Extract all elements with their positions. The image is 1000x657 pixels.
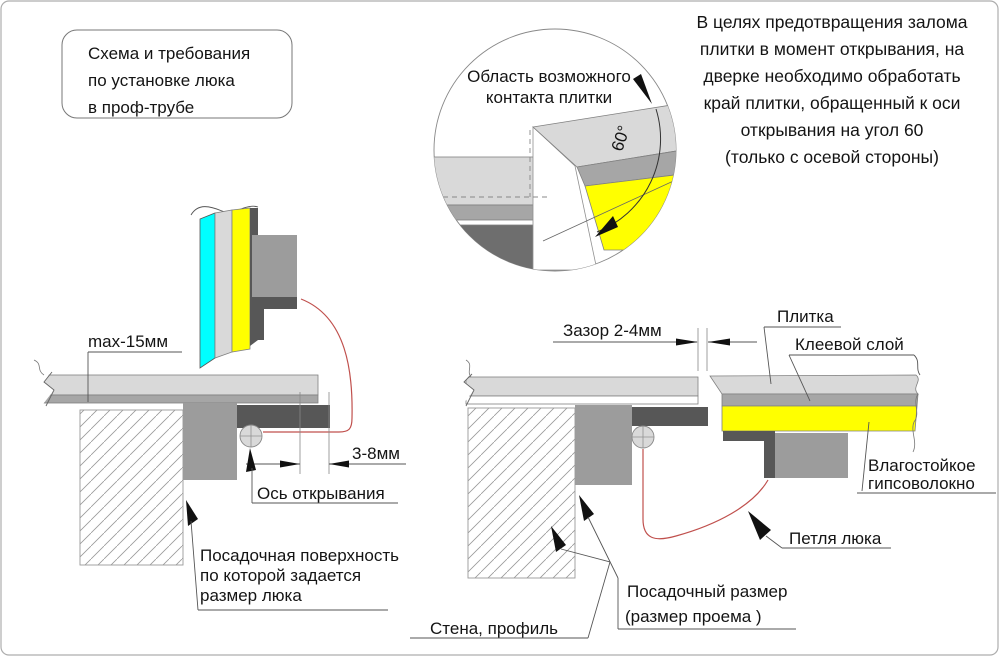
seat-label-line: Посадочная поверхность (200, 546, 399, 565)
gap-label: Зазор 2-4мм (563, 321, 662, 340)
glue-label: Клеевой слой (795, 335, 904, 354)
board-label-line: гипсоволокно (868, 474, 975, 493)
note-line: плитки в момент открывания, на (699, 39, 965, 59)
left-fixed-tile-slab (44, 375, 318, 395)
seat-label-line: по которой задается (200, 566, 362, 585)
note-line: В целях предотвращения залома (696, 12, 968, 32)
note-line: открывания на угол 60 (740, 120, 924, 140)
detail-label-line: контакта плитки (485, 88, 613, 107)
door-profile-block (252, 235, 297, 297)
seat-label-line: размер люка (200, 586, 302, 605)
door-gypsum-layer (722, 406, 917, 431)
opening-label-line: Посадочный размер (627, 582, 788, 601)
right-profile-block (575, 405, 632, 485)
left-wall-hatched (80, 410, 183, 565)
board-label-line: Влагостойкое (868, 456, 976, 475)
note-line: (только с осевой стороны) (725, 147, 939, 167)
wall-label: Стена, профиль (430, 619, 558, 638)
dim38-label: 3-8мм (352, 444, 400, 463)
right-frame-bar (632, 407, 708, 426)
left-profile-block (183, 403, 237, 480)
left-frame-bar (237, 405, 330, 428)
door-glue-layer (722, 394, 918, 406)
axis-label: Ось открывания (257, 484, 385, 503)
title-line: Схема и требования (88, 44, 251, 63)
door-tile-cyan (200, 213, 215, 368)
hinge-label: Петля люка (789, 529, 882, 548)
door-profile-block (775, 433, 848, 478)
right-fixed-tile-slab (466, 377, 698, 396)
note-line: край плитки, обращенный к оси (703, 93, 961, 113)
door-gypsum-strip (232, 208, 250, 352)
door-tile-slab (710, 375, 918, 394)
tile-label: Плитка (777, 307, 834, 326)
right-wall-hatched (468, 408, 575, 578)
door-glue-strip (215, 210, 232, 358)
detail-label-line: Область возможного (467, 67, 631, 86)
right-fixed-glue-strip (466, 396, 698, 404)
angle-60-label: 60° (607, 123, 634, 154)
title-line: по установке люка (88, 71, 235, 90)
title-line: в проф-трубе (88, 98, 195, 117)
opening-label-line: (размер проема ) (625, 607, 762, 626)
max15-label: max-15мм (88, 332, 169, 351)
left-fixed-glue-strip (44, 395, 318, 403)
note-line: дверке необходимо обработать (703, 66, 961, 86)
